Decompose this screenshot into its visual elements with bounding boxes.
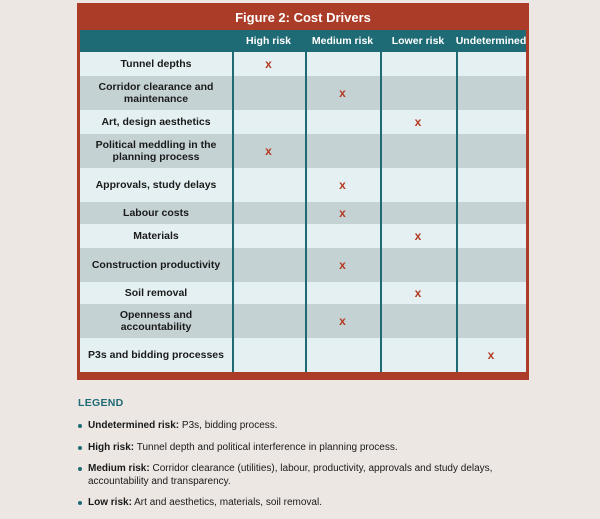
table-row: [80, 76, 526, 110]
risk-cell: [380, 202, 456, 224]
risk-cell: [305, 134, 380, 168]
risk-mark: x: [265, 144, 272, 158]
header-medium-risk: Medium risk: [311, 35, 374, 47]
table-row: [80, 134, 526, 168]
row-label: Labour costs: [123, 207, 189, 219]
table-body: [80, 52, 526, 372]
risk-mark: x: [265, 57, 272, 71]
cost-drivers-figure: [77, 3, 529, 380]
row-label: P3s and bidding processes: [88, 349, 224, 361]
risk-cell: [305, 338, 380, 372]
risk-mark: x: [339, 206, 346, 220]
risk-mark: x: [487, 348, 495, 362]
risk-cell: [456, 134, 526, 168]
risk-cell: [305, 52, 380, 76]
table-row: [80, 248, 526, 282]
risk-cell: [380, 168, 456, 202]
risk-cell: [305, 304, 380, 338]
risk-cell: [232, 52, 305, 76]
risk-cell: [380, 110, 456, 134]
risk-mark: x: [339, 86, 346, 100]
row-label: Construction productivity: [91, 259, 221, 271]
legend-term: Undetermined risk:: [88, 420, 180, 431]
risk-cell: [456, 202, 526, 224]
bullet-icon: [78, 446, 82, 450]
risk-cell: [232, 134, 305, 168]
risk-cell: [456, 224, 526, 248]
header-driver: [80, 30, 232, 52]
column-divider: [232, 52, 234, 372]
figure-title: Figure 2: Cost Drivers: [235, 10, 371, 25]
risk-cell: [456, 52, 526, 76]
risk-cell: [305, 168, 380, 202]
row-label: Corridor clearance and maintenance: [98, 81, 214, 105]
risk-cell: [380, 304, 456, 338]
cost-drivers-table: [80, 30, 526, 372]
risk-cell: [232, 202, 305, 224]
legend-text: Tunnel depth and political interference in planning process.: [136, 441, 398, 453]
risk-mark: x: [339, 314, 346, 328]
table-header-row: [80, 30, 526, 52]
row-label: Openness and accountability: [119, 309, 193, 333]
row-label: Soil removal: [124, 287, 188, 299]
table-row: [80, 338, 526, 372]
risk-cell: [456, 338, 526, 372]
table-row: [80, 224, 526, 248]
legend-title: LEGEND: [78, 397, 124, 409]
risk-cell: [305, 76, 380, 110]
risk-cell: [456, 304, 526, 338]
risk-cell: [456, 248, 526, 282]
risk-cell: [305, 248, 380, 282]
table-row: [80, 202, 526, 224]
bullet-icon: [78, 467, 82, 471]
risk-cell: [232, 224, 305, 248]
risk-cell: [456, 110, 526, 134]
risk-cell: [232, 168, 305, 202]
risk-cell: [232, 282, 305, 304]
legend-text: Art and aesthetics, materials, soil removal.: [134, 497, 322, 508]
risk-cell: [380, 338, 456, 372]
risk-cell: [380, 282, 456, 304]
risk-mark: x: [339, 178, 346, 192]
row-label: Tunnel depths: [120, 58, 192, 70]
risk-cell: [305, 282, 380, 304]
risk-cell: [305, 224, 380, 248]
risk-mark: x: [414, 286, 422, 300]
risk-cell: [305, 110, 380, 134]
risk-cell: [232, 76, 305, 110]
legend-item-low: [78, 497, 518, 510]
legend-item-undetermined: [78, 420, 518, 433]
legend-term: High risk:: [88, 441, 135, 453]
row-label: Political meddling in the planning process: [95, 139, 217, 163]
header-high-risk: High risk: [246, 35, 291, 47]
row-label: Art, design aesthetics: [101, 116, 211, 128]
risk-cell: [232, 304, 305, 338]
header-lower-risk: Lower risk: [391, 35, 445, 47]
risk-cell: [380, 76, 456, 110]
row-label: Materials: [133, 230, 179, 242]
row-label: Approvals, study delays: [95, 179, 217, 191]
risk-mark: x: [414, 115, 422, 129]
legend-term: Medium risk:: [88, 463, 150, 474]
risk-cell: [380, 224, 456, 248]
table-row: [80, 168, 526, 202]
legend: [78, 397, 518, 519]
column-divider: [305, 52, 307, 372]
legend-item-medium: [78, 463, 518, 488]
table-row: [80, 304, 526, 338]
risk-mark: x: [414, 229, 422, 243]
risk-cell: [456, 282, 526, 304]
risk-cell: [380, 134, 456, 168]
risk-cell: [232, 338, 305, 372]
risk-cell: [232, 110, 305, 134]
risk-mark: x: [339, 258, 346, 272]
table-row: [80, 282, 526, 304]
risk-cell: [380, 248, 456, 282]
table-row: [80, 110, 526, 134]
risk-cell: [305, 202, 380, 224]
header-undetermined: Undetermined: [455, 35, 527, 47]
bullet-icon: [78, 424, 82, 428]
table-row: [80, 52, 526, 76]
legend-text: Corridor clearance (utilities), labour, productivity, approvals and study delays, accountability and transparency.: [88, 463, 493, 487]
column-divider: [380, 52, 382, 372]
legend-term: Low risk:: [88, 497, 132, 508]
bullet-icon: [78, 501, 82, 505]
risk-cell: [456, 168, 526, 202]
risk-cell: [380, 52, 456, 76]
risk-cell: [232, 248, 305, 282]
column-divider: [456, 52, 458, 372]
legend-text: P3s, bidding process.: [181, 420, 278, 431]
risk-cell: [456, 76, 526, 110]
legend-item-high: [78, 442, 518, 455]
